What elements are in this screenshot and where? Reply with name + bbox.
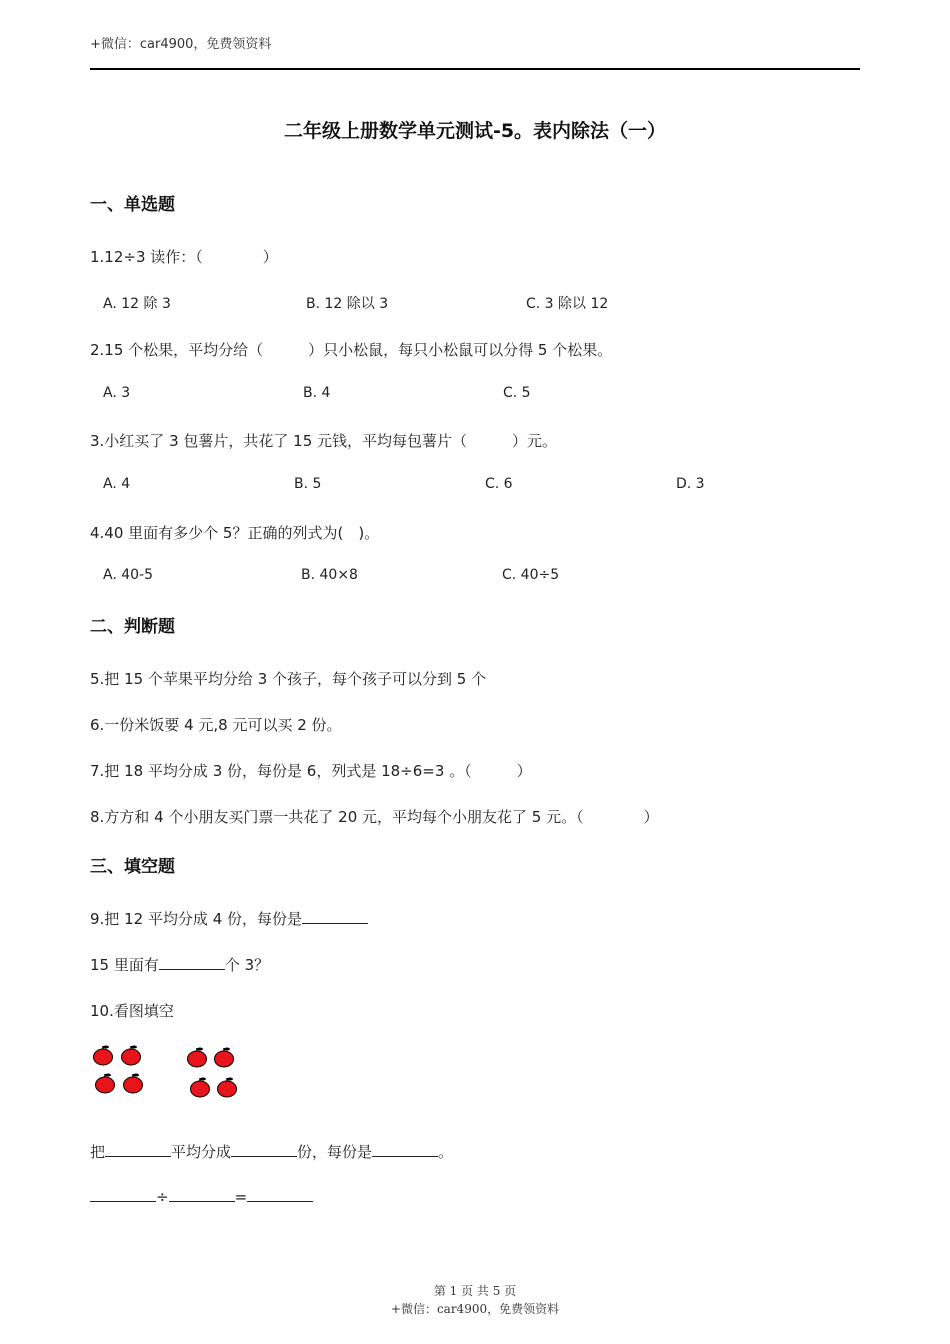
q10-text-a: 把 bbox=[90, 1143, 106, 1161]
q3-option-b: B. 5 bbox=[294, 476, 322, 492]
section-heading-true-false: 二、判断题 bbox=[90, 617, 175, 637]
apple-icon bbox=[213, 1046, 235, 1068]
q3-option-d: D. 3 bbox=[676, 476, 705, 492]
apple-icon bbox=[189, 1076, 211, 1098]
question-10-label: 10.看图填空 bbox=[90, 1002, 174, 1020]
question-7: 7.把 18 平均分成 3 份，每份是 6，列式是 18÷6=3 。（ ） bbox=[90, 762, 532, 780]
q10-text-d: 。 bbox=[438, 1143, 454, 1161]
answer-blank[interactable] bbox=[231, 1142, 297, 1157]
q1-option-c: C. 3 除以 12 bbox=[526, 296, 609, 312]
q9-text: 9.把 12 平均分成 4 份，每份是 bbox=[90, 910, 303, 928]
q3-option-a: A. 4 bbox=[103, 476, 131, 492]
question-9-line-2 bbox=[90, 954, 269, 975]
answer-blank[interactable] bbox=[247, 1187, 313, 1202]
header-note: +微信：car4900，免费领资料 bbox=[90, 37, 272, 52]
question-1: 1.12÷3 读作：（ ） bbox=[90, 248, 278, 266]
apple-icon bbox=[122, 1072, 144, 1094]
document-title: 二年级上册数学单元测试-5。表内除法（一） bbox=[283, 120, 667, 142]
q9-text-2b: 个 3？ bbox=[224, 956, 270, 974]
q1-option-b: B. 12 除以 3 bbox=[306, 296, 389, 312]
q4-option-b: B. 40×8 bbox=[301, 567, 358, 583]
section-heading-single-choice: 一、单选题 bbox=[90, 195, 175, 215]
apple-icon bbox=[216, 1076, 238, 1098]
question-9-line-1 bbox=[90, 908, 368, 929]
question-5: 5.把 15 个苹果平均分给 3 个孩子，每个孩子可以分到 5 个 bbox=[90, 670, 487, 688]
q2-option-a: A. 3 bbox=[103, 385, 131, 401]
question-10-line-2 bbox=[90, 1187, 313, 1206]
q1-option-a: A. 12 除 3 bbox=[103, 296, 171, 312]
answer-blank[interactable] bbox=[372, 1142, 438, 1157]
answer-blank[interactable] bbox=[302, 909, 368, 924]
answer-blank[interactable] bbox=[105, 1142, 171, 1157]
apple-icon bbox=[186, 1046, 208, 1068]
section-heading-fill-blank: 三、填空题 bbox=[90, 857, 175, 877]
apple-group-left bbox=[92, 1044, 152, 1100]
equals-sign: = bbox=[234, 1188, 248, 1206]
question-4: 4.40 里面有多少个 5？正确的列式为( )。 bbox=[90, 524, 380, 542]
question-2: 2.15 个松果，平均分给（ ）只小松鼠，每只小松鼠可以分得 5 个松果。 bbox=[90, 341, 613, 359]
q10-text-c: 份，每份是 bbox=[297, 1143, 373, 1161]
q3-option-c: C. 6 bbox=[485, 476, 513, 492]
page-number: 第 1 页 共 5 页 bbox=[433, 1284, 517, 1298]
apple-icon bbox=[94, 1072, 116, 1094]
apple-group-right bbox=[186, 1046, 246, 1102]
answer-blank[interactable] bbox=[90, 1187, 156, 1202]
header-divider bbox=[90, 68, 860, 70]
footer-note: +微信：car4900，免费领资料 bbox=[390, 1302, 560, 1316]
question-10-line-1 bbox=[90, 1141, 453, 1162]
apple-icon bbox=[120, 1044, 142, 1066]
q10-text-b: 平均分成 bbox=[171, 1143, 232, 1161]
q9-text-2a: 15 里面有 bbox=[90, 956, 159, 974]
question-6: 6.一份米饭要 4 元,8 元可以买 2 份。 bbox=[90, 716, 342, 734]
question-8: 8.方方和 4 个小朋友买门票一共花了 20 元，平均每个小朋友花了 5 元。（ ） bbox=[90, 808, 659, 826]
apple-icon bbox=[92, 1044, 114, 1066]
answer-blank[interactable] bbox=[159, 955, 225, 970]
q4-option-a: A. 40-5 bbox=[103, 567, 154, 583]
question-3: 3.小红买了 3 包薯片，共花了 15 元钱，平均每包薯片（ ）元。 bbox=[90, 432, 558, 450]
q2-option-c: C. 5 bbox=[503, 385, 531, 401]
q2-option-b: B. 4 bbox=[303, 385, 331, 401]
q4-option-c: C. 40÷5 bbox=[502, 567, 560, 583]
answer-blank[interactable] bbox=[169, 1187, 235, 1202]
division-sign: ÷ bbox=[156, 1188, 169, 1206]
